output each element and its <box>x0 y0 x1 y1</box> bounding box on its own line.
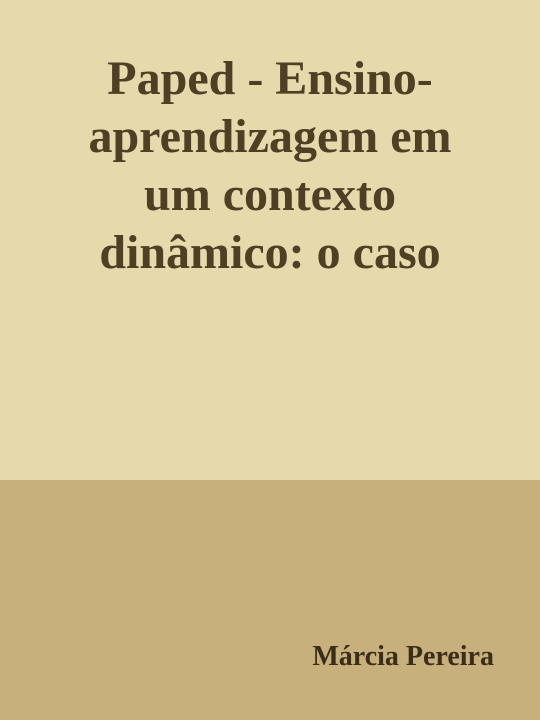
title-line-4: dinâmico: o caso <box>99 226 441 279</box>
cover-bottom-panel <box>0 480 540 720</box>
title-line-2: aprendizagem em <box>88 110 452 163</box>
title-line-1: Paped - Ensino- <box>107 52 433 105</box>
book-author: Márcia Pereira <box>312 641 494 672</box>
book-title <box>20 50 520 282</box>
title-line-3: um contexto <box>144 168 396 221</box>
